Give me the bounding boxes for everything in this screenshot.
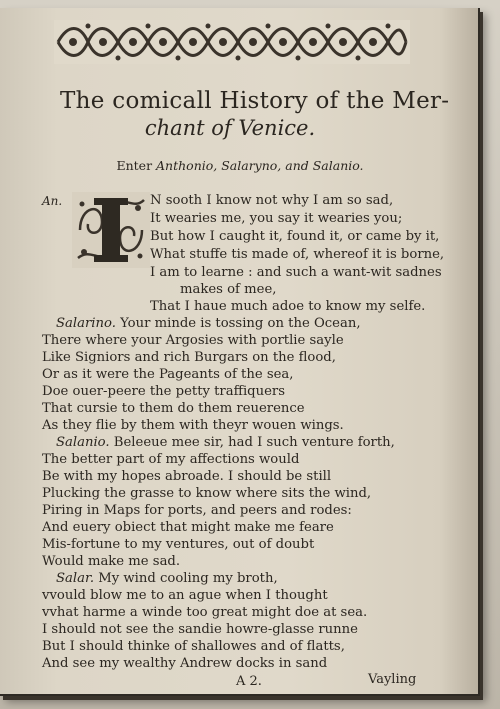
verse-line: And see my wealthy Andrew docks in sand [42, 656, 328, 671]
catchword: Vayling [368, 672, 417, 687]
page-title-line-1: The comicall History of the Mer- [60, 88, 450, 114]
verse-line: vvhat harme a winde too great might doe at sea. [42, 605, 368, 620]
signature-mark: A 2. [236, 674, 262, 689]
speaker-name: Salanio. [56, 435, 110, 450]
verse-line: Like Signiors and rich Burgars on the flood, [42, 350, 336, 365]
verse-line: But I should thinke of shallowes and of flatts, [42, 639, 345, 654]
stage-direction [60, 158, 420, 173]
speaker-name: Salarino. [56, 316, 116, 331]
verse-line: I am to learne : and such a want-wit sadnes [150, 265, 442, 280]
verse-line: N sooth I know not why I am so sad, [150, 193, 394, 208]
verse-line: That cursie to them do them reuerence [42, 401, 305, 416]
speaker-name: Salar. [56, 571, 95, 586]
verse-line: Plucking the grasse to know where sits the wind, [42, 486, 372, 501]
speech-line [56, 436, 395, 449]
verse-line: vvould blow me to an ague when I thought [42, 588, 328, 603]
verse-line: But how I caught it, found it, or came by it, [150, 229, 440, 244]
verse-line: Doe ouer-peere the petty traffiquers [42, 384, 285, 399]
stage-direction-enter: Enter [116, 158, 153, 173]
verse-line: Piring in Maps for ports, and peers and rodes: [42, 503, 352, 518]
first-speaker-label: An. [42, 194, 63, 208]
verse-line: makes of mee, [180, 282, 277, 297]
verse-line: The better part of my affections would [42, 452, 300, 467]
verse-line: Would make me sad. [42, 554, 181, 569]
book-page [0, 8, 480, 696]
verse-line: What stuffe tis made of, whereof it is borne, [150, 247, 445, 262]
verse-line: That I haue much adoe to know my selfe. [150, 299, 426, 314]
speech-text: Your minde is tossing on the Ocean, [120, 316, 361, 331]
verse-line: As they flie by them with theyr wouen wings. [42, 418, 344, 433]
verse-line: It wearies me, you say it wearies you; [150, 211, 403, 226]
verse-line: I should not see the sandie howre-glasse runne [42, 622, 358, 637]
speech-line [56, 572, 278, 585]
speech-text: Beleeue mee sir, had I such venture forth, [113, 435, 395, 450]
verse-line: And euery obiect that might make me feare [42, 520, 334, 535]
verse-line: There where your Argosies with portlie sayle [42, 333, 344, 348]
decorated-initial-i [72, 192, 150, 268]
verse-line: Mis-fortune to my ventures, out of doubt [42, 537, 315, 552]
verse-line: Or as it were the Pageants of the sea, [42, 367, 294, 382]
page-title-line-2: chant of Venice. [144, 116, 316, 140]
ornamental-headpiece [54, 20, 410, 64]
speech-line [56, 317, 361, 330]
stage-direction-names: Anthonio, Salaryno, and Salanio. [156, 158, 364, 173]
speech-text: My wind cooling my broth, [98, 571, 278, 586]
verse-line: Be with my hopes abroade. I should be still [42, 469, 332, 484]
